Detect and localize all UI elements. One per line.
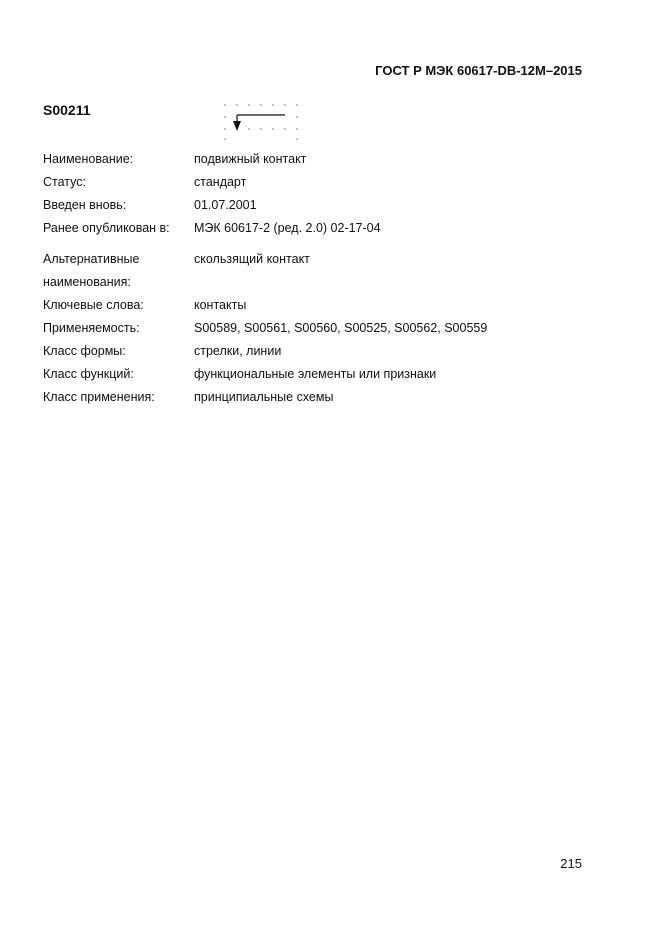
property-value: подвижный контакт [194, 152, 307, 166]
property-value: контакты [194, 298, 247, 312]
property-value: стрелки, линии [194, 344, 282, 358]
symbol-id: S00211 [43, 102, 91, 118]
sliding-contact-symbol [220, 100, 310, 140]
property-label: Применяемость: [43, 321, 140, 335]
contact-arrowhead [233, 121, 241, 131]
property-label: Класс применения: [43, 390, 155, 404]
property-label: Введен вновь: [43, 198, 127, 212]
property-value: принципиальные схемы [194, 390, 334, 404]
page-number: 215 [560, 856, 582, 871]
document-header: ГОСТ Р МЭК 60617-DB-12M–2015 [375, 63, 582, 78]
property-value: 01.07.2001 [194, 198, 257, 212]
property-label: Наименование: [43, 152, 134, 166]
property-value: стандарт [194, 175, 247, 189]
property-label: Ключевые слова: [43, 298, 144, 312]
property-label: Класс функций: [43, 367, 134, 381]
property-value: скользящий контакт [194, 252, 310, 266]
property-label: Класс формы: [43, 344, 126, 358]
property-value: МЭК 60617-2 (ред. 2.0) 02-17-04 [194, 221, 381, 235]
property-label: Статус: [43, 175, 86, 189]
property-label: Альтернативные наименования: [43, 252, 140, 289]
property-value: S00589, S00561, S00560, S00525, S00562, S00559 [194, 321, 488, 335]
property-value: функциональные элементы или признаки [194, 367, 437, 381]
property-label: Ранее опубликован в: [43, 221, 170, 235]
